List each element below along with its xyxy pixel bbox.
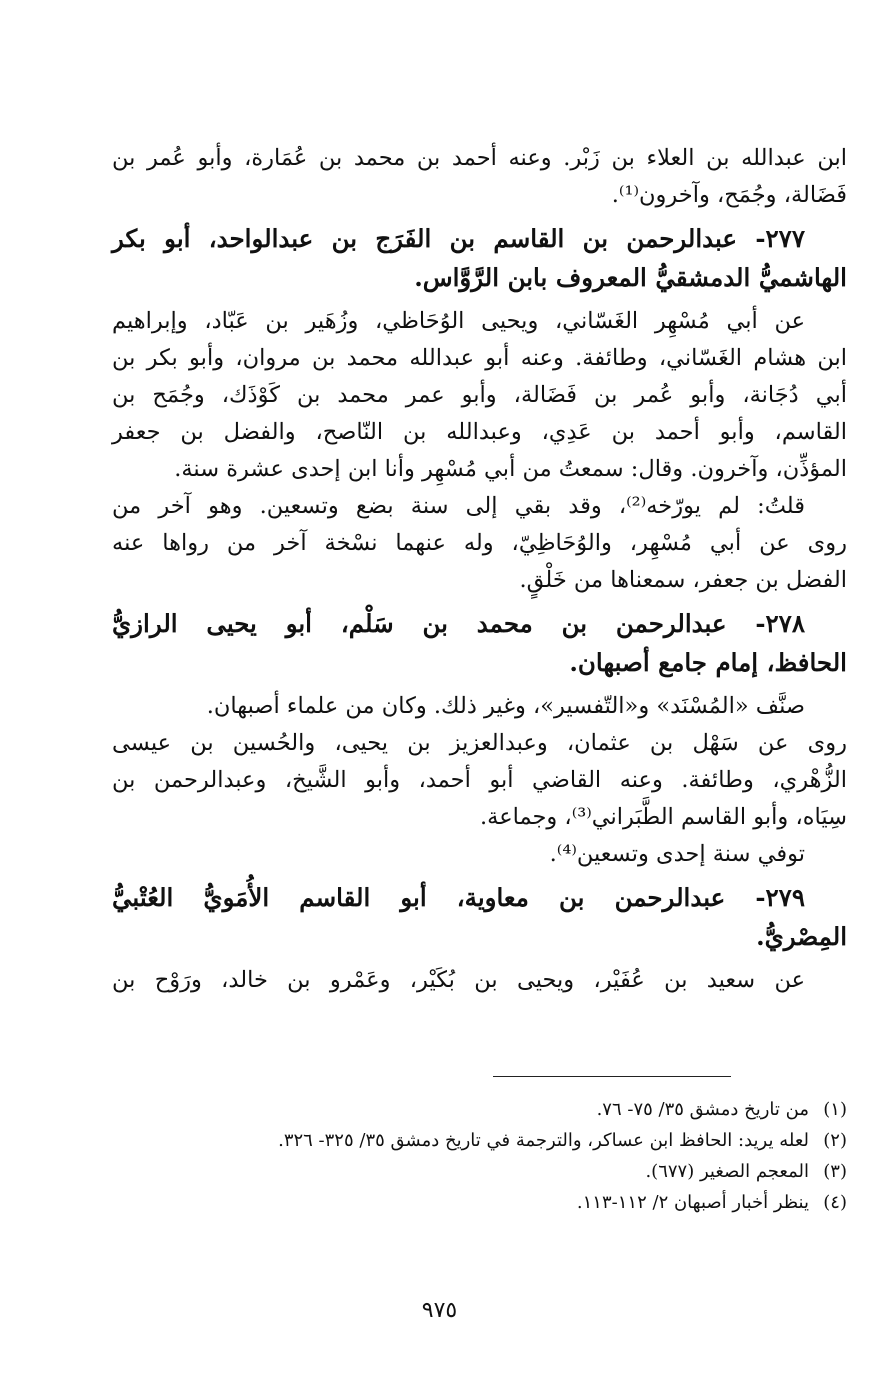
text-line: ابن هشام الغَسّاني، وطائفة. وعنه أبو عبدالله محمد بن مروان، وأبو بكر بن — [112, 345, 847, 371]
footnote-text: لعله يريد: الحافظ ابن عساكر، والترجمة في تاريخ دمشق ٣٥/ ٣٢٥- ٣٢٦. — [278, 1130, 809, 1151]
footnote-number: (١) — [823, 1099, 847, 1120]
text-line: صنَّف «المُسْنَد» و«التّفسير»، وغير ذلك. وكان من علماء أصبهان. — [206, 693, 805, 719]
text-line: الفضل بن جعفر، سمعناها من خَلْقٍ. — [519, 567, 847, 593]
entry-heading-line: ٢٧٧- عبدالرحمن بن القاسم بن الفَرَج بن عبدالواحد، أبو بكر — [112, 224, 805, 253]
page-number: ٩٧٥ — [421, 1298, 458, 1323]
entry-heading-line: ٢٧٨- عبدالرحمن بن محمد بن سَلْم، أبو يحيى الرازيُّ — [112, 609, 805, 638]
footnote-text: ينظر أخبار أصبهان ٢/ ١١٢-١١٣. — [576, 1192, 809, 1213]
text-line: أبي دُجَانة، وأبو عُمر بن فَضَالة، وأبو عمر محمد بن كَوْذَك، وجُمَح بن — [112, 382, 847, 408]
footnote-number: (٣) — [823, 1161, 847, 1182]
footnote-text: من تاريخ دمشق ٣٥/ ٧٥- ٧٦. — [596, 1099, 809, 1120]
text-line: توفي سنة إحدى وتسعين⁽⁴⁾. — [549, 841, 805, 867]
text-line: سِيَاه، وأبو القاسم الطَّبَراني⁽³⁾، وجماعة. — [480, 804, 847, 830]
footnote-text: المعجم الصغير (٦٧٧). — [645, 1161, 809, 1182]
page-body — [112, 140, 847, 999]
text-line: عن سعيد بن عُفَيْر، ويحيى بن بُكَيْر، وعَمْرو بن خالد، ورَوْح بن — [112, 967, 805, 993]
text-line: روى عن أبي مُسْهِر، والوُحَاظِيّ، وله عنهما نسْخة آخر من رواها عنه — [112, 530, 847, 556]
text-line: ابن عبدالله بن العلاء بن زَبْر. وعنه أحمد بن محمد بن عُمَارة، وأبو عُمر بن — [112, 145, 847, 171]
footnote — [127, 1187, 847, 1218]
footnote — [127, 1156, 847, 1187]
footnotes — [127, 1094, 847, 1218]
text-line: الزُّهْري، وطائفة. وعنه القاضي أبو أحمد، وأبو الشَّيخ، وعبدالرحمن بن — [112, 767, 847, 793]
footnote-separator — [493, 1076, 731, 1077]
footnote — [127, 1125, 847, 1156]
text-line: فَضَالة، وجُمَح، وآخرون⁽¹⁾. — [611, 182, 847, 208]
entry-heading-line: الهاشميُّ الدمشقيُّ المعروف بابن الرَّوَّاس. — [414, 263, 847, 292]
footnote-number: (٤) — [823, 1192, 847, 1213]
text-line: روى عن سَهْل بن عثمان، وعبدالعزيز بن يحيى، والحُسين بن عيسى — [112, 730, 847, 756]
text-line: المؤذِّن، وآخرون. وقال: سمعتُ من أبي مُسْهِر وأنا ابن إحدى عشرة سنة. — [174, 456, 847, 482]
text-line: عن أبي مُسْهِر الغَسّاني، ويحيى الوُحَاظي، وزُهَير بن عَبّاد، وإبراهيم — [112, 308, 805, 334]
entry-heading-line: ٢٧٩- عبدالرحمن بن معاوية، أبو القاسم الأُمَويُّ العُتْبيُّ — [112, 883, 805, 912]
entry-heading-line: المِصْريُّ. — [756, 922, 847, 951]
text-line: القاسم، وأبو أحمد بن عَدِي، وعبدالله بن النّاصح، والفضل بن جعفر — [112, 419, 847, 445]
entry-heading-line: الحافظ، إمام جامع أصبهان. — [569, 648, 847, 677]
footnote-number: (٢) — [823, 1130, 847, 1151]
footnote — [127, 1094, 847, 1125]
text-line: قلتُ: لم يورّخه⁽²⁾، وقد بقي إلى سنة بضع وتسعين. وهو آخر من — [112, 493, 805, 519]
